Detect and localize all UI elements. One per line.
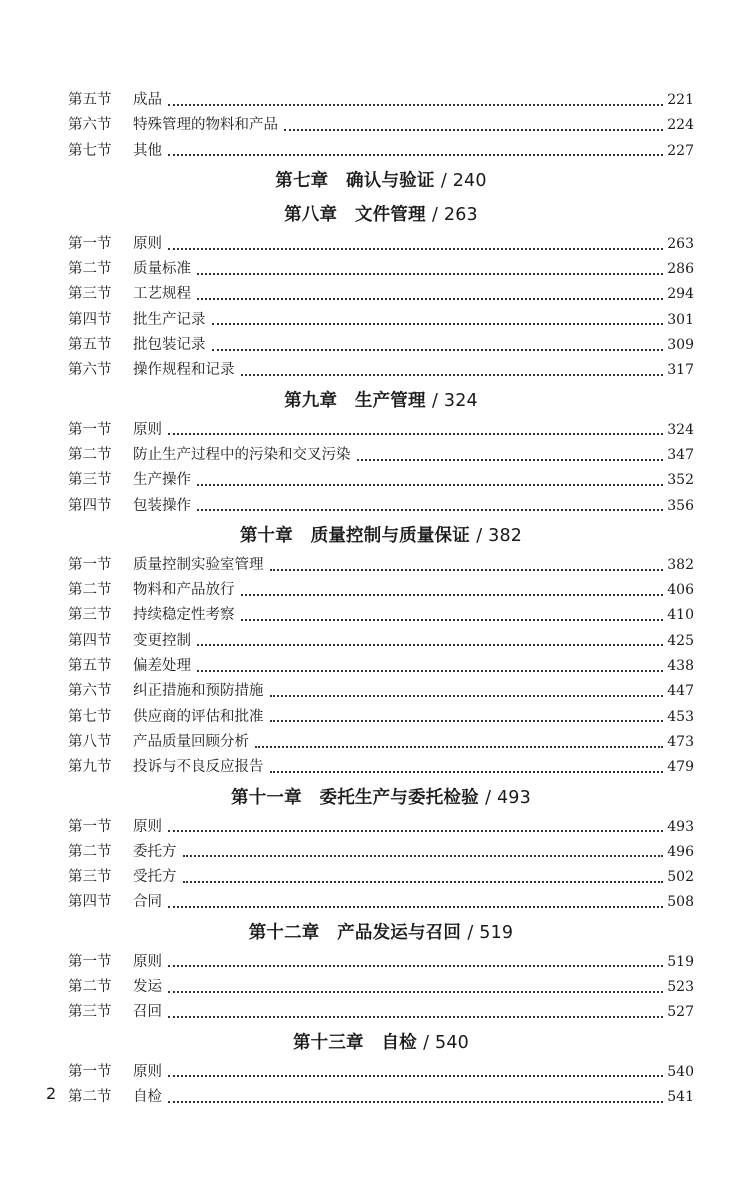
toc-entry[interactable] (68, 950, 694, 975)
toc-entry[interactable] (68, 629, 694, 654)
section-page-number: 425 (667, 632, 694, 649)
section-number: 第三节 (68, 607, 112, 624)
dot-leader (197, 298, 663, 300)
dot-leader (241, 594, 664, 596)
dot-leader (255, 746, 663, 748)
section-title: 质量控制实验室管理 (133, 556, 264, 573)
section-title: 质量标准 (133, 261, 191, 278)
section-title: 物料和产品放行 (133, 582, 235, 599)
section-page-number: 519 (667, 953, 694, 970)
toc-entry[interactable] (68, 333, 694, 358)
section-title: 特殊管理的物料和产品 (133, 117, 278, 134)
section-title: 持续稳定性考察 (133, 607, 235, 624)
section-title: 原则 (133, 818, 162, 835)
section-title: 其他 (133, 142, 162, 159)
section-number: 第七节 (68, 708, 112, 725)
chapter-heading[interactable] (68, 1026, 694, 1060)
toc-entry[interactable] (68, 553, 694, 578)
toc-entry[interactable] (68, 308, 694, 333)
toc-entry[interactable] (68, 603, 694, 628)
dot-leader (168, 965, 663, 967)
section-page-number: 221 (667, 92, 694, 108)
section-number: 第三节 (68, 286, 112, 303)
section-page-number: 508 (667, 894, 694, 911)
page-number: 2 (46, 1084, 57, 1103)
toc-entry[interactable] (68, 257, 694, 282)
dot-leader (168, 1016, 663, 1018)
section-number: 第二节 (68, 446, 112, 463)
section-page-number: 523 (667, 979, 694, 996)
dot-leader (168, 1075, 663, 1077)
section-title: 生产操作 (133, 472, 191, 489)
toc-entry[interactable] (68, 139, 694, 164)
section-number: 第三节 (68, 1004, 112, 1021)
chapter-heading[interactable] (68, 384, 694, 418)
section-number: 第三节 (68, 869, 112, 886)
section-title: 发运 (133, 979, 162, 996)
chapter-page-number: / 540 (423, 1032, 470, 1053)
chapter-page-number: / 324 (432, 390, 478, 411)
section-number: 第八节 (68, 733, 112, 750)
chapter-page-number: / 519 (467, 922, 514, 943)
chapter-page-number: / 263 (432, 204, 478, 225)
section-title: 原则 (133, 235, 162, 252)
section-page-number: 227 (667, 142, 694, 159)
toc-entry[interactable] (68, 865, 694, 890)
toc-entry[interactable] (68, 578, 694, 603)
section-number: 第三节 (68, 472, 112, 489)
section-title: 自检 (133, 1088, 162, 1105)
toc-entry[interactable] (68, 705, 694, 730)
toc-entry[interactable] (68, 654, 694, 679)
section-number: 第二节 (68, 1088, 112, 1105)
toc-entry[interactable] (68, 88, 694, 113)
section-page-number: 447 (667, 683, 694, 700)
section-title: 纠正措施和预防措施 (133, 683, 264, 700)
section-title: 投诉与不良反应报告 (133, 759, 264, 776)
section-page-number: 527 (667, 1004, 694, 1021)
section-title: 合同 (133, 894, 162, 911)
section-page-number: 540 (667, 1063, 694, 1080)
section-number: 第一节 (68, 556, 112, 573)
table-of-contents (68, 88, 694, 1110)
toc-entry[interactable] (68, 282, 694, 307)
dot-leader (197, 509, 663, 511)
toc-entry[interactable] (68, 815, 694, 840)
section-page-number: 263 (667, 235, 694, 252)
dot-leader (270, 720, 664, 722)
section-number: 第二节 (68, 261, 112, 278)
chapter-title: 第七章 确认与验证 (275, 170, 435, 191)
chapter-page-number: / 493 (485, 787, 531, 808)
dot-leader (197, 644, 663, 646)
section-title: 成品 (133, 92, 162, 108)
chapter-heading[interactable] (68, 781, 694, 815)
section-page-number: 347 (667, 446, 694, 463)
dot-leader (197, 484, 663, 486)
dot-leader (168, 1101, 663, 1103)
section-page-number: 352 (667, 472, 694, 489)
section-title: 防止生产过程中的污染和交叉污染 (133, 446, 351, 463)
dot-leader (197, 670, 663, 672)
dot-leader (212, 349, 664, 351)
section-title: 原则 (133, 953, 162, 970)
toc-entry[interactable] (68, 418, 694, 443)
toc-entry[interactable] (68, 468, 694, 493)
chapter-title: 第八章 文件管理 (284, 204, 426, 225)
section-page-number: 496 (667, 843, 694, 860)
chapter-title: 第十章 质量控制与质量保证 (239, 525, 470, 546)
section-page-number: 453 (667, 708, 694, 725)
section-title: 包装操作 (133, 497, 191, 514)
dot-leader (183, 881, 664, 883)
chapter-page-number: / 240 (440, 170, 487, 191)
toc-entry[interactable] (68, 679, 694, 704)
section-number: 第五节 (68, 658, 112, 675)
section-number: 第一节 (68, 818, 112, 835)
section-number: 第四节 (68, 311, 112, 328)
dot-leader (357, 459, 664, 461)
dot-leader (270, 771, 664, 773)
dot-leader (270, 569, 664, 571)
section-page-number: 493 (667, 818, 694, 835)
section-title: 委托方 (133, 843, 177, 860)
section-number: 第一节 (68, 421, 112, 438)
toc-entry[interactable] (68, 975, 694, 1000)
section-number: 第六节 (68, 362, 112, 379)
section-number: 第七节 (68, 142, 112, 159)
section-number: 第一节 (68, 235, 112, 252)
chapter-title: 第九章 生产管理 (284, 390, 426, 411)
chapter-page-number: / 382 (476, 525, 523, 546)
section-title: 受托方 (133, 869, 177, 886)
section-title: 操作规程和记录 (133, 362, 235, 379)
dot-leader (168, 104, 663, 106)
section-number: 第四节 (68, 497, 112, 514)
dot-leader (284, 129, 663, 131)
toc-entry[interactable] (68, 840, 694, 865)
toc-entry[interactable] (68, 755, 694, 780)
section-number: 第二节 (68, 843, 112, 860)
section-number: 第二节 (68, 979, 112, 996)
toc-entry[interactable] (68, 232, 694, 257)
dot-leader (212, 323, 664, 325)
toc-entry[interactable] (68, 113, 694, 138)
section-number: 第五节 (68, 92, 112, 108)
section-title: 原则 (133, 1063, 162, 1080)
toc-entry[interactable] (68, 1060, 694, 1085)
section-page-number: 294 (667, 286, 694, 303)
dot-leader (241, 374, 664, 376)
dot-leader (270, 695, 664, 697)
chapter-title: 第十一章 委托生产与委托检验 (231, 787, 479, 808)
chapter-heading[interactable] (68, 519, 694, 553)
section-title: 批生产记录 (133, 311, 206, 328)
chapter-heading[interactable] (68, 198, 694, 232)
section-page-number: 541 (667, 1088, 694, 1105)
chapter-heading[interactable] (68, 164, 694, 198)
chapter-heading[interactable] (68, 916, 694, 950)
section-number: 第九节 (68, 759, 112, 776)
section-page-number: 382 (667, 556, 694, 573)
section-page-number: 502 (667, 869, 694, 886)
section-page-number: 324 (667, 421, 694, 438)
section-title: 原则 (133, 421, 162, 438)
section-number: 第一节 (68, 1063, 112, 1080)
section-number: 第四节 (68, 632, 112, 649)
section-number: 第二节 (68, 582, 112, 599)
section-title: 变更控制 (133, 632, 191, 649)
dot-leader (241, 619, 664, 621)
section-page-number: 224 (667, 117, 694, 134)
section-title: 供应商的评估和批准 (133, 708, 264, 725)
dot-leader (168, 991, 663, 993)
toc-entry[interactable] (68, 890, 694, 915)
section-number: 第五节 (68, 337, 112, 354)
dot-leader (168, 433, 663, 435)
dot-leader (168, 906, 663, 908)
dot-leader (168, 248, 663, 250)
section-page-number: 473 (667, 733, 694, 750)
dot-leader (183, 855, 664, 857)
toc-entry[interactable] (68, 494, 694, 519)
section-title: 工艺规程 (133, 286, 191, 303)
section-title: 偏差处理 (133, 658, 191, 675)
dot-leader (168, 154, 663, 156)
dot-leader (197, 273, 663, 275)
section-page-number: 286 (667, 261, 694, 278)
section-number: 第一节 (68, 953, 112, 970)
section-page-number: 309 (667, 337, 694, 354)
toc-entry[interactable] (68, 730, 694, 755)
section-page-number: 301 (667, 311, 694, 328)
section-title: 批包装记录 (133, 337, 206, 354)
toc-entry[interactable] (68, 1000, 694, 1025)
section-page-number: 438 (667, 658, 694, 675)
toc-entry[interactable] (68, 358, 694, 383)
section-page-number: 479 (667, 759, 694, 776)
section-number: 第六节 (68, 117, 112, 134)
section-page-number: 406 (667, 582, 694, 599)
section-page-number: 410 (667, 607, 694, 624)
section-title: 召回 (133, 1004, 162, 1021)
chapter-title: 第十二章 产品发运与召回 (248, 922, 462, 943)
chapter-title: 第十三章 自检 (292, 1032, 417, 1053)
section-number: 第四节 (68, 894, 112, 911)
section-title: 产品质量回顾分析 (133, 733, 249, 750)
toc-entry[interactable] (68, 443, 694, 468)
section-page-number: 356 (667, 497, 694, 514)
dot-leader (168, 830, 663, 832)
section-page-number: 317 (667, 362, 694, 379)
toc-entry[interactable] (68, 1085, 694, 1110)
section-number: 第六节 (68, 683, 112, 700)
